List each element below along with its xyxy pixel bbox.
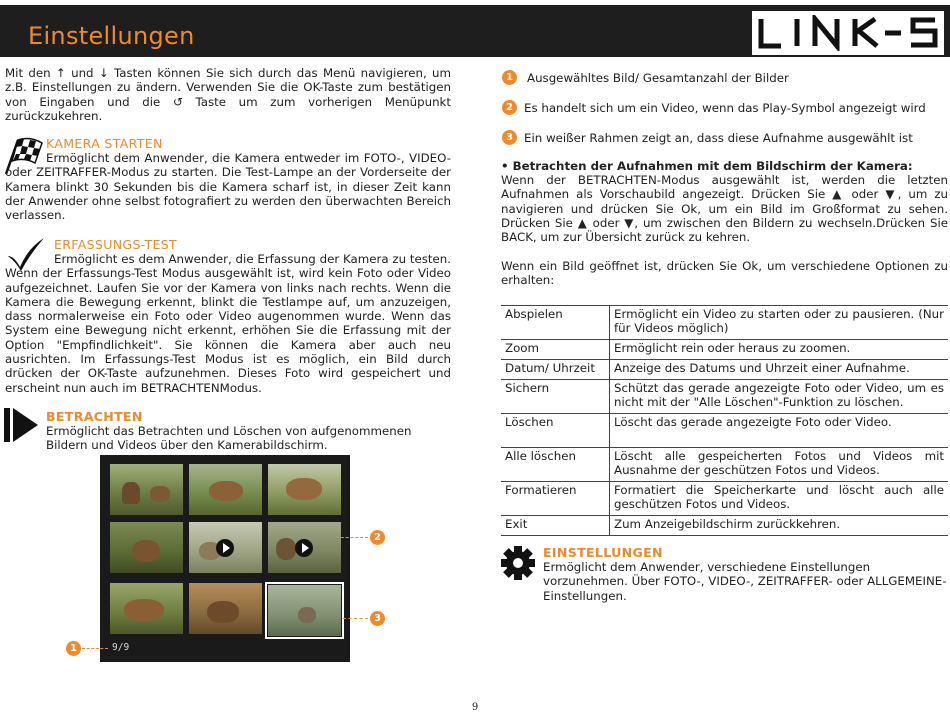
option-description: Formatiert die Speicherkarte und löscht auch alle geschützen Fotos und Videos. [610, 482, 949, 516]
gallery-thumbnail[interactable] [268, 464, 341, 515]
option-name: Löschen [501, 414, 610, 448]
erfassungs-test-heading: ERFASSUNGS-TEST [54, 237, 178, 252]
gallery-thumbnail[interactable] [110, 464, 183, 515]
option-description: Anzeige des Datums und Uhrzeit einer Aufnahme. [610, 360, 949, 380]
option-description: Ermöglicht ein Video zu starten oder zu pausieren. (Nur für Videos möglich) [610, 306, 949, 340]
gallery-thumbnail-video[interactable] [268, 522, 341, 573]
marker-2: 2 [370, 530, 385, 545]
table-row [501, 448, 948, 482]
viewing-text: Wenn der BETRACHTEN-Modus ausgewählt ist, werden die letzten Aufnahmen als Vorschaubild angezeigt. Drücken Sie ▲ oder ▼, um zu navigieren und drücken Sie Ok, um ein Bild im Großformat zu sehen. Drücken Sie ▲ oder ▼, um zwischen den Bildern zu wechseln.Drücken Sie BACK, um zur Übersicht zurück zu kehren. [501, 173, 948, 245]
table-row [501, 360, 948, 380]
marker-3: 3 [370, 611, 385, 626]
link-s-logo-icon [755, 15, 941, 51]
option-name: Sichern [501, 380, 610, 414]
gallery-thumbnail-selected[interactable] [268, 585, 341, 636]
table-row [501, 306, 948, 340]
camera-gallery-screen [100, 455, 350, 662]
option-name: Alle löschen [501, 448, 610, 482]
erfassungs-test-text: Ermöglicht es dem Anwender, die Erfassung der Kamera zu testen. Wenn der Erfassungs-Test Modus ausgewählt ist, wird kein Foto oder Video aufgezeichnet. Laufen Sie vor der Kamera von links nach rechts. Wenn die Kamera die Bewegung erkennt, blinkt die Testlampe auf, um anzuzeigen, dass normalerweise ein Foto oder Video augenommen wurde. Wenn das System eine Bewegung nicht erkennt, erhöhen Sie die Erfassung mit der Option "Empfindlichkeit". Sie können die Kamera aber auch neu ausrichten. Im Erfassungs-Test Modus ist es möglich, ein Bild durch drücken der OK-Taste aufzunehmen. Dieses Foto wird gespeichert und erscheint nun auch im BETRACHTENModus. [5, 252, 451, 395]
options-intro: Wenn ein Bild geöffnet ist, drücken Sie Ok, um verschiedene Optionen zu erhalten: [501, 259, 948, 288]
table-row [501, 414, 948, 448]
einstellungen-heading: EINSTELLUNGEN [543, 545, 663, 560]
intro-text: Mit den ↑ und ↓ Tasten können Sie sich durch das Menü navigieren, um z.B. Einstellungen zu ändern. Verwenden Sie die OK-Taste zum bestätigen von Eingaben und die ↺ Taste um zum vorherigen Menüpunkt zurückzukehren. [5, 66, 451, 123]
table-row [501, 380, 948, 414]
marker-2-leader [336, 537, 368, 538]
gallery-thumbnail[interactable] [110, 583, 183, 634]
option-name: Zoom [501, 340, 610, 360]
legend-3-badge: 3 [502, 130, 517, 145]
option-description: Schützt das gerade angezeigte Foto oder Video, um es nicht mit der "Alle Löschen"-Funktion zu löschen. [610, 380, 949, 414]
play-icon [4, 407, 38, 447]
gallery-thumbnail[interactable] [189, 583, 262, 634]
gallery-thumbnail[interactable] [189, 464, 262, 515]
brand-logo [752, 11, 944, 55]
betrachten-text: Ermöglicht das Betrachten und Löschen von aufgenommenen Bildern und Videos über den Kamerabildschirm. [46, 424, 412, 453]
kamera-starten-text: Ermöglicht dem Anwender, die Kamera entweder im FOTO-, VIDEO- oder ZEITRAFFER-Modus zu starten. Die Test-Lampe an der Vorderseite der Kamera blinkt 30 Sekunden bis die Kamera scharf ist, in dieser Zeit kann der Anwender ohne selbst fotografiert zu werden den überwachten Bereich verlassen. [5, 151, 451, 223]
table-row [501, 516, 948, 536]
option-name: Exit [501, 516, 610, 536]
kamera-starten-heading: KAMERA STARTEN [46, 136, 163, 151]
options-table [501, 305, 948, 536]
option-name: Abspielen [501, 306, 610, 340]
viewing-heading: • Betrachten der Aufnahmen mit dem Bildschirm der Kamera: [501, 159, 913, 173]
legend-1-text: Ausgewähltes Bild/ Gesamtanzahl der Bilder [527, 71, 789, 85]
option-description: Zum Anzeigebildschirm zurückkehren. [610, 516, 949, 536]
einstellungen-text: Ermöglicht dem Anwender, verschiedene Einstellungen vorzunehmen. Über FOTO-, VIDEO-, ZEITRAFFER- oder ALLGEMEINE-Einstellungen. [543, 560, 947, 603]
option-description: Löscht alle gespeicherten Fotos und Videos mit Ausnahme der geschützen Fotos und Videos. [610, 448, 949, 482]
option-name: Formatieren [501, 482, 610, 516]
legend-2-badge: 2 [502, 100, 517, 115]
page-title: Einstellungen [28, 22, 195, 50]
option-name: Datum/ Uhrzeit [501, 360, 610, 380]
video-play-icon [295, 539, 313, 557]
gallery-thumbnail[interactable] [110, 522, 183, 573]
gallery-thumbnail-video[interactable] [189, 522, 262, 573]
table-row [501, 482, 948, 516]
page-number: 9 [471, 702, 479, 713]
video-play-icon [216, 539, 234, 557]
marker-1: 1 [66, 641, 81, 656]
betrachten-heading: BETRACHTEN [46, 409, 143, 424]
table-row [501, 340, 948, 360]
page-header [0, 5, 950, 57]
marker-3-leader [343, 618, 368, 619]
legend-2-text: Es handelt sich um ein Video, wenn das Play-Symbol angezeigt wird [524, 101, 926, 115]
gear-icon [501, 546, 535, 584]
marker-1-leader [82, 648, 108, 649]
legend-3-text: Ein weißer Rahmen zeigt an, dass diese Aufnahme ausgewählt ist [524, 131, 913, 145]
option-description: Löscht das gerade angezeigte Foto oder Video. [610, 414, 949, 448]
legend-1-badge: 1 [502, 70, 517, 85]
option-description: Ermöglicht rein oder heraus zu zoomen. [610, 340, 949, 360]
image-counter: 9/9 [112, 642, 130, 653]
